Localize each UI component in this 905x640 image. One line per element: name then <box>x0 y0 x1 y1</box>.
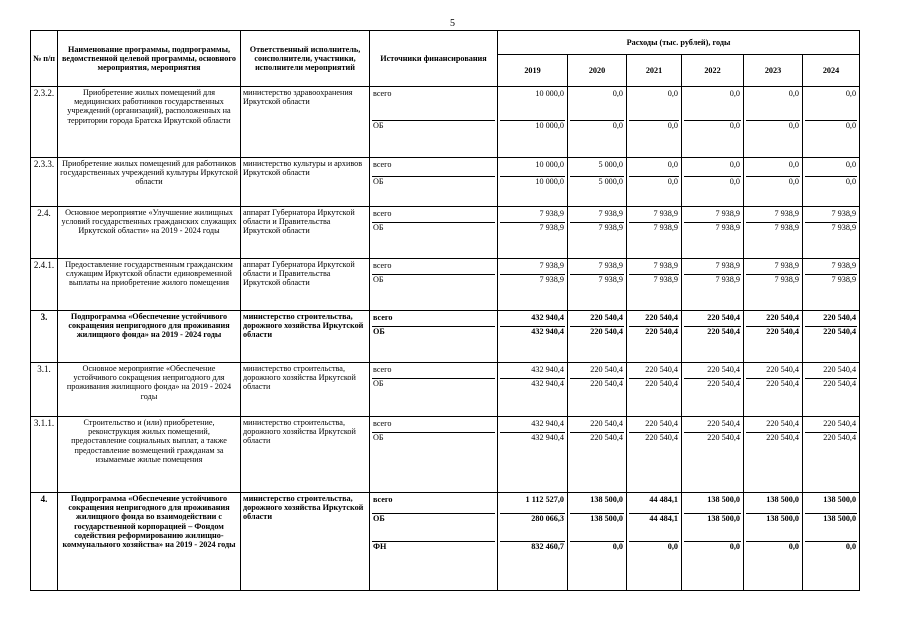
row-value-cell <box>744 417 803 493</box>
table-row <box>31 87 860 158</box>
source-label: ОБ <box>373 177 384 186</box>
expense-value: 0,0 <box>788 121 799 130</box>
expense-value: 7 938,9 <box>653 223 678 232</box>
expense-value: 7 938,9 <box>831 223 857 232</box>
expense-value: 7 938,9 <box>653 261 678 270</box>
expense-value: 432 940,4 <box>531 365 564 374</box>
row-value-cell <box>682 363 744 417</box>
expense-value: 138 500,0 <box>766 495 799 504</box>
expense-value: 138 500,0 <box>707 495 740 504</box>
expense-value: 7 938,9 <box>774 275 799 284</box>
expense-value: 7 938,9 <box>598 261 623 270</box>
row-name: Подпрограмма «Обеспечение устойчивого сокращения непригодного для проживания жилищного фонда во взаимодействии с государственной корпорацией – Фондом содействия реформированию жилищно-коммунального хозяйства» на 2019 - 2024 годы <box>58 493 241 591</box>
row-value-cell <box>568 158 627 207</box>
expense-value: 0,0 <box>788 177 799 186</box>
row-executor: министерство культуры и архивов Иркутской области <box>241 158 370 207</box>
row-value-cell <box>568 207 627 259</box>
expense-value: 7 938,9 <box>539 223 564 232</box>
source-label: всего <box>373 261 392 270</box>
expense-value: 44 484,1 <box>649 495 678 504</box>
expense-value: 0,0 <box>729 160 740 169</box>
expense-value: 220 540,4 <box>707 313 740 322</box>
expense-value: 7 938,9 <box>774 209 799 218</box>
expense-value: 220 540,4 <box>766 379 799 388</box>
row-value-cell <box>498 259 568 311</box>
expense-value: 220 540,4 <box>590 379 623 388</box>
source-label: всего <box>373 209 392 218</box>
expense-value: 7 938,9 <box>653 275 678 284</box>
expense-value: 7 938,9 <box>598 223 623 232</box>
expense-value: 220 540,4 <box>645 313 678 322</box>
source-label: ОБ <box>373 121 384 130</box>
table-row <box>31 259 860 311</box>
expense-value: 7 938,9 <box>774 223 799 232</box>
expense-value: 0,0 <box>788 542 799 551</box>
expense-value: 44 484,1 <box>649 514 678 523</box>
header-executor: Ответственный исполнитель, соисполнители, участники, исполнители мероприятий <box>241 31 370 87</box>
row-value-cell <box>803 87 860 158</box>
row-value-cell <box>627 207 682 259</box>
table-row <box>31 207 860 259</box>
row-value-cell <box>744 259 803 311</box>
source-label: всего <box>373 160 392 169</box>
row-value-cell <box>682 87 744 158</box>
expense-value: 10 000,0 <box>535 89 564 98</box>
row-value-cell <box>682 417 744 493</box>
row-value-cell <box>682 207 744 259</box>
row-value-cell <box>498 158 568 207</box>
row-name: Приобретение жилых помещений для работников государственных учреждений культуры Иркутской области <box>58 158 241 207</box>
expense-value: 280 066,3 <box>531 514 564 523</box>
expense-value: 432 940,4 <box>531 379 564 388</box>
row-value-cell <box>803 493 860 591</box>
row-value-cell <box>498 311 568 363</box>
row-value-cell <box>682 259 744 311</box>
row-number: 2.3.3. <box>31 158 58 207</box>
source-label: всего <box>373 365 392 374</box>
expense-value: 0,0 <box>788 160 799 169</box>
expense-value: 220 540,4 <box>766 419 799 428</box>
expense-value: 138 500,0 <box>590 495 623 504</box>
row-value-cell <box>744 311 803 363</box>
source-divider <box>372 176 495 177</box>
expense-value: 220 540,4 <box>590 433 623 442</box>
source-label: всего <box>373 495 393 504</box>
source-divider <box>372 513 495 514</box>
row-name: Основное мероприятие «Обеспечение устойчивого сокращения непригодного для проживания жилищного фонда» на 2019 - 2024 годы <box>58 363 241 417</box>
row-value-cell <box>803 363 860 417</box>
row-sources <box>370 363 498 417</box>
row-value-cell <box>627 363 682 417</box>
row-value-cell <box>627 417 682 493</box>
source-divider <box>372 326 495 327</box>
row-value-cell <box>803 259 860 311</box>
row-value-cell <box>498 493 568 591</box>
expense-value: 7 938,9 <box>831 261 857 270</box>
row-value-cell <box>627 259 682 311</box>
source-divider <box>372 378 495 379</box>
expense-value: 432 940,4 <box>531 327 564 336</box>
row-sources <box>370 87 498 158</box>
source-label: ОБ <box>373 379 384 388</box>
expense-value: 0,0 <box>729 89 740 98</box>
row-value-cell <box>498 87 568 158</box>
expense-value: 220 540,4 <box>766 327 799 336</box>
expense-value: 220 540,4 <box>645 419 678 428</box>
table-row <box>31 158 860 207</box>
row-number: 3.1.1. <box>31 417 58 493</box>
source-divider <box>372 432 495 433</box>
expense-value: 0,0 <box>667 89 678 98</box>
source-label: всего <box>373 313 393 322</box>
expense-value: 220 540,4 <box>766 433 799 442</box>
expense-value: 220 540,4 <box>823 419 857 428</box>
page-number: 5 <box>450 18 455 29</box>
table-row <box>31 363 860 417</box>
row-value-cell <box>568 417 627 493</box>
expense-value: 220 540,4 <box>766 365 799 374</box>
header-year: 2023 <box>744 55 803 87</box>
expense-value: 220 540,4 <box>823 365 857 374</box>
expense-value: 220 540,4 <box>645 327 678 336</box>
expense-value: 0,0 <box>667 542 678 551</box>
expense-value: 138 500,0 <box>823 495 857 504</box>
expense-value: 0,0 <box>667 160 678 169</box>
row-value-cell <box>498 417 568 493</box>
row-name: Приобретение жилых помещений для медицинских работников государственных учреждений (организаций), расположенных на территории города Братска Иркутской области <box>58 87 241 158</box>
expense-value: 220 540,4 <box>645 379 678 388</box>
expense-value: 432 940,4 <box>531 419 564 428</box>
row-executor: министерство строительства, дорожного хозяйства Иркутской области <box>241 417 370 493</box>
expense-value: 1 112 527,0 <box>525 495 564 504</box>
row-value-cell <box>568 493 627 591</box>
expense-value: 832 460,7 <box>531 542 564 551</box>
source-label: ОБ <box>373 514 385 523</box>
row-value-cell <box>744 207 803 259</box>
expense-value: 7 938,9 <box>539 209 564 218</box>
row-value-cell <box>744 158 803 207</box>
expense-value: 432 940,4 <box>531 313 564 322</box>
expense-value: 220 540,4 <box>707 379 740 388</box>
row-value-cell <box>568 363 627 417</box>
row-value-cell <box>682 311 744 363</box>
expense-value: 220 540,4 <box>590 327 623 336</box>
expense-value: 138 500,0 <box>823 514 857 523</box>
expense-value: 7 938,9 <box>715 261 740 270</box>
row-executor: министерство строительства, дорожного хозяйства Иркутской области <box>241 363 370 417</box>
expense-value: 220 540,4 <box>707 327 740 336</box>
expense-value: 138 500,0 <box>707 514 740 523</box>
expense-value: 432 940,4 <box>531 433 564 442</box>
row-name: Предоставление государственным гражданским служащим Иркутской области единовременной выплаты на приобретение жилого помещения <box>58 259 241 311</box>
row-value-cell <box>498 363 568 417</box>
expense-value: 220 540,4 <box>823 433 857 442</box>
header-num: № п/п <box>31 31 58 87</box>
expense-value: 220 540,4 <box>707 419 740 428</box>
row-name: Основное мероприятие «Улучшение жилищных условий государственных гражданских служащих Иркутской области» на 2019 - 2024 годы <box>58 207 241 259</box>
row-number: 2.3.2. <box>31 87 58 158</box>
expense-value: 10 000,0 <box>535 121 564 130</box>
expense-value: 0,0 <box>788 89 799 98</box>
header-year: 2019 <box>498 55 568 87</box>
row-number: 4. <box>31 493 58 591</box>
row-sources <box>370 158 498 207</box>
source-divider <box>372 541 495 542</box>
row-number: 2.4. <box>31 207 58 259</box>
row-sources <box>370 417 498 493</box>
expense-value: 220 540,4 <box>645 365 678 374</box>
expense-value: 7 938,9 <box>653 209 678 218</box>
row-number: 3. <box>31 311 58 363</box>
row-value-cell <box>568 259 627 311</box>
expense-value: 220 540,4 <box>823 379 857 388</box>
expense-value: 220 540,4 <box>590 313 623 322</box>
expense-value: 7 938,9 <box>831 209 857 218</box>
expense-value: 220 540,4 <box>590 419 623 428</box>
row-value-cell <box>744 363 803 417</box>
expense-value: 0,0 <box>612 89 623 98</box>
expense-value: 7 938,9 <box>539 275 564 284</box>
source-divider <box>372 222 495 223</box>
row-executor: аппарат Губернатора Иркутской области и Правительства Иркутской области <box>241 259 370 311</box>
expense-value: 10 000,0 <box>535 177 564 186</box>
expense-value: 220 540,4 <box>766 313 799 322</box>
table-row <box>31 417 860 493</box>
source-divider <box>372 274 495 275</box>
source-label: ОБ <box>373 433 384 442</box>
expense-value: 138 500,0 <box>766 514 799 523</box>
header-year: 2020 <box>568 55 627 87</box>
expense-value: 138 500,0 <box>590 514 623 523</box>
header-year: 2022 <box>682 55 744 87</box>
expense-value: 220 540,4 <box>590 365 623 374</box>
header-year: 2021 <box>627 55 682 87</box>
expense-value: 0,0 <box>667 121 678 130</box>
expense-value: 220 540,4 <box>707 365 740 374</box>
row-executor: аппарат Губернатора Иркутской области и Правительства Иркутской области <box>241 207 370 259</box>
expense-value: 0,0 <box>845 177 857 186</box>
expense-value: 7 938,9 <box>598 275 623 284</box>
header-name: Наименование программы, подпрограммы, ведомственной целевой программы, основного мероприятия, мероприятия <box>58 31 241 87</box>
source-label: ОБ <box>373 275 384 284</box>
header-year: 2024 <box>803 55 860 87</box>
expense-value: 220 540,4 <box>707 433 740 442</box>
row-name: Подпрограмма «Обеспечение устойчивого сокращения непригодного для проживания жилищного фонда» на 2019 - 2024 годы <box>58 311 241 363</box>
expense-value: 7 938,9 <box>715 223 740 232</box>
expense-value: 10 000,0 <box>535 160 564 169</box>
source-label: всего <box>373 89 392 98</box>
row-value-cell <box>627 311 682 363</box>
row-executor: министерство здравоохранения Иркутской области <box>241 87 370 158</box>
row-value-cell <box>627 493 682 591</box>
source-label: ОБ <box>373 223 384 232</box>
row-value-cell <box>803 158 860 207</box>
row-name: Строительство и (или) приобретение, реконструкция жилых помещений, предоставление социальных выплат, а также предоставление возмещений гражданам за изымаемые жилые помещения <box>58 417 241 493</box>
expense-value: 7 938,9 <box>774 261 799 270</box>
expense-value: 0,0 <box>729 542 740 551</box>
expense-value: 0,0 <box>845 542 857 551</box>
expense-value: 0,0 <box>612 121 623 130</box>
expense-value: 7 938,9 <box>715 209 740 218</box>
header-expenses: Расходы (тыс. рублей), годы <box>498 31 860 55</box>
row-value-cell <box>803 311 860 363</box>
row-sources <box>370 311 498 363</box>
expense-value: 5 000,0 <box>598 160 623 169</box>
row-value-cell <box>568 311 627 363</box>
expense-value: 220 540,4 <box>823 327 857 336</box>
row-number: 2.4.1. <box>31 259 58 311</box>
table-row <box>31 311 860 363</box>
row-executor: министерство строительства, дорожного хозяйства Иркутской области <box>241 311 370 363</box>
expense-value: 0,0 <box>612 542 623 551</box>
source-divider <box>372 120 495 121</box>
table-row <box>31 493 860 591</box>
expense-value: 0,0 <box>845 160 857 169</box>
expense-value: 0,0 <box>729 177 740 186</box>
row-value-cell <box>744 493 803 591</box>
expense-value: 5 000,0 <box>598 177 623 186</box>
expense-value: 7 938,9 <box>598 209 623 218</box>
row-sources <box>370 493 498 591</box>
expense-value: 0,0 <box>667 177 678 186</box>
header-sources: Источники финансирования <box>370 31 498 87</box>
row-sources <box>370 207 498 259</box>
source-label: всего <box>373 419 392 428</box>
source-label: ФН <box>373 542 387 551</box>
source-label: ОБ <box>373 327 385 336</box>
row-value-cell <box>498 207 568 259</box>
row-value-cell <box>627 158 682 207</box>
row-value-cell <box>744 87 803 158</box>
row-value-cell <box>682 493 744 591</box>
expense-value: 7 938,9 <box>715 275 740 284</box>
expense-value: 0,0 <box>845 121 857 130</box>
expense-value: 7 938,9 <box>831 275 857 284</box>
financing-table <box>30 30 860 591</box>
expense-value: 220 540,4 <box>823 313 857 322</box>
row-value-cell <box>682 158 744 207</box>
expense-value: 220 540,4 <box>645 433 678 442</box>
row-executor: министерство строительства, дорожного хозяйства Иркутской области <box>241 493 370 591</box>
row-value-cell <box>568 87 627 158</box>
row-sources <box>370 259 498 311</box>
row-number: 3.1. <box>31 363 58 417</box>
row-value-cell <box>803 417 860 493</box>
row-value-cell <box>627 87 682 158</box>
expense-value: 7 938,9 <box>539 261 564 270</box>
expense-value: 0,0 <box>729 121 740 130</box>
expense-value: 0,0 <box>845 89 857 98</box>
row-value-cell <box>803 207 860 259</box>
